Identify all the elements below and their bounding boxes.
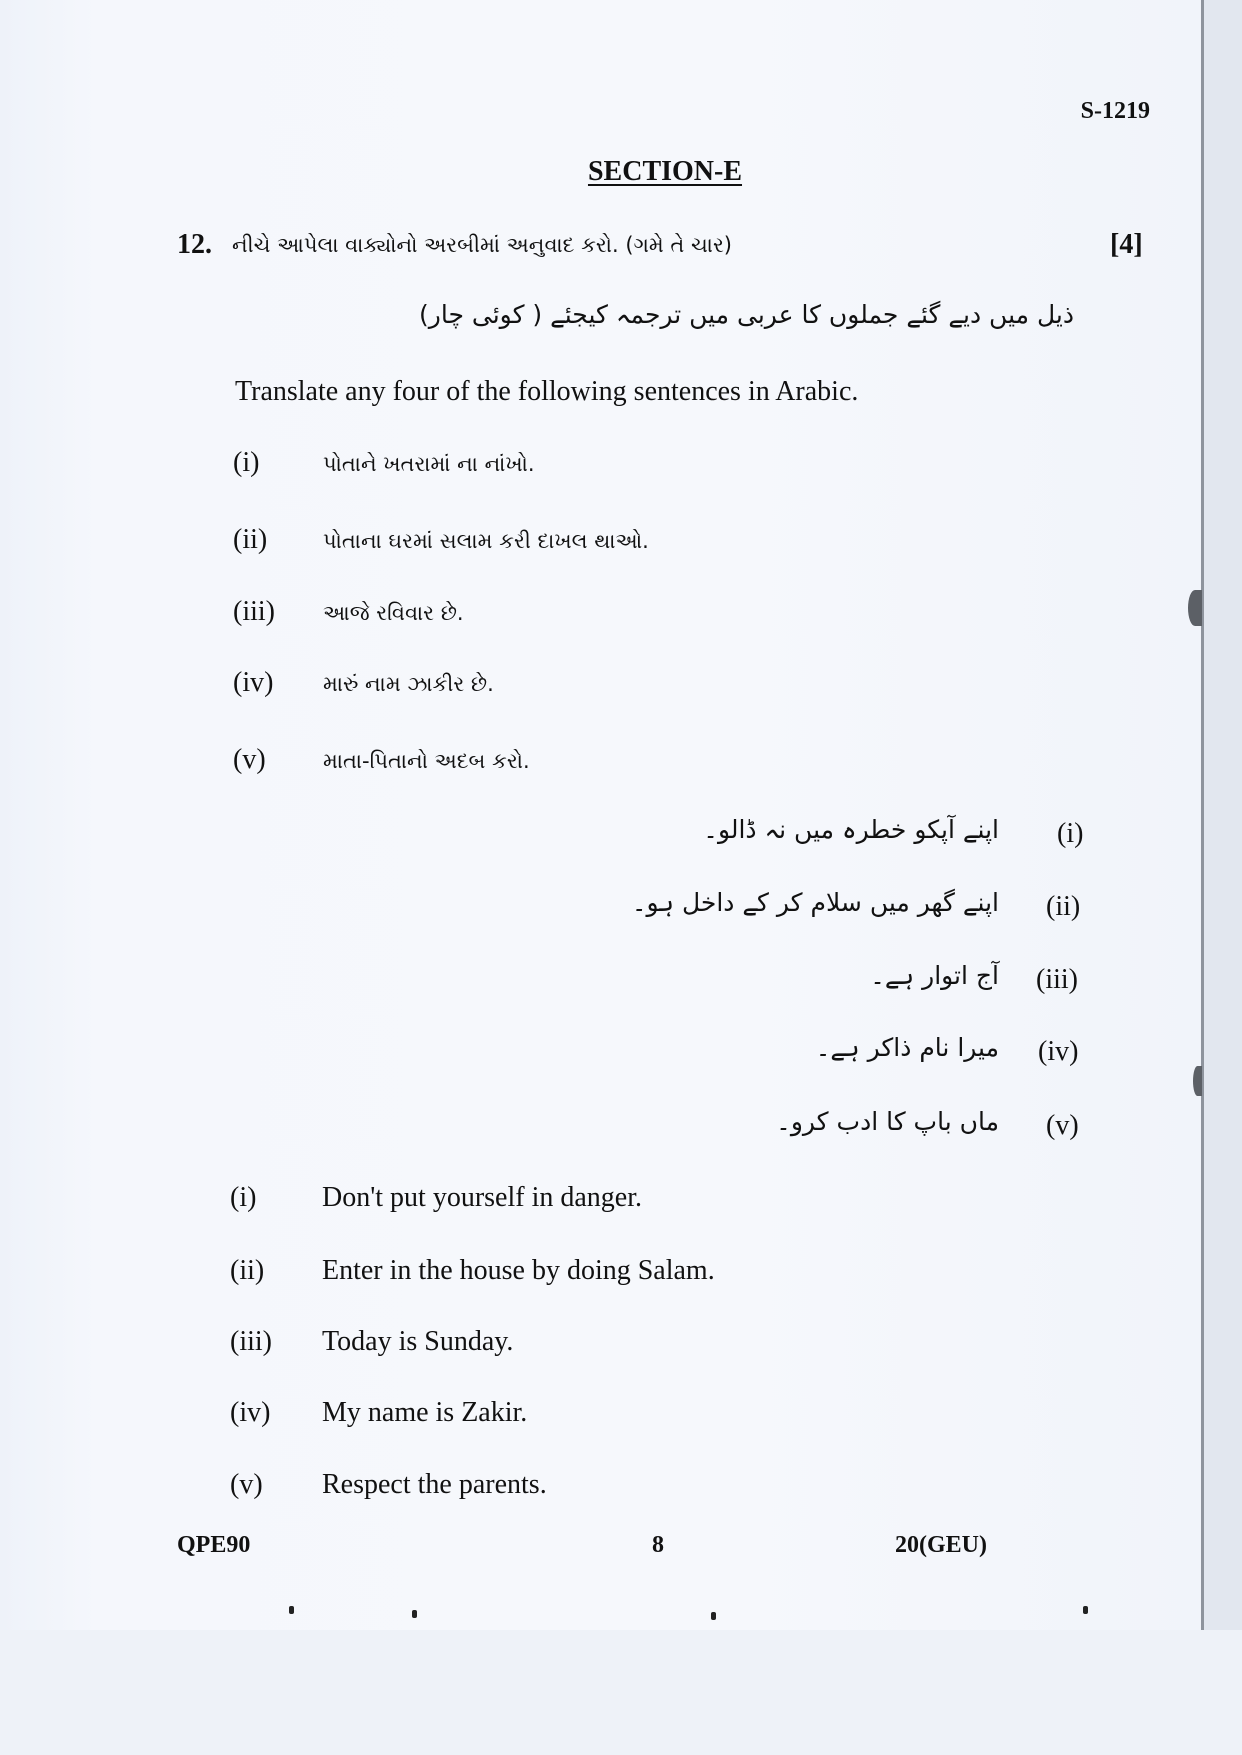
gujarati-item-numeral: (iv) xyxy=(233,667,274,698)
urdu-item-text: ماں باپ کا ادب کرو۔ xyxy=(776,1107,999,1136)
section-title: SECTION-E xyxy=(587,156,743,187)
english-item-numeral: (iii) xyxy=(230,1326,272,1357)
gujarati-item-text: મારું નામ ઝાકીર છે. xyxy=(323,672,494,696)
gujarati-item-text: પોતાના ઘરમાં સલામ કરી દાખલ થાઓ. xyxy=(323,529,649,553)
gujarati-item-numeral: (ii) xyxy=(233,524,268,555)
urdu-item-numeral: (iv) xyxy=(1038,1036,1079,1067)
scan-speck xyxy=(289,1606,294,1614)
punch-hole-mark xyxy=(1188,590,1202,626)
page-number: 8 xyxy=(652,1532,664,1558)
gujarati-item-text: માતા-પિતાનો અદબ કરો. xyxy=(323,749,530,773)
urdu-item-text: میرا نام ذاکر ہے۔ xyxy=(815,1033,999,1062)
gujarati-item-numeral: (i) xyxy=(233,447,260,478)
instruction-english: Translate any four of the following sentences in Arabic. xyxy=(235,376,859,407)
english-item-numeral: (v) xyxy=(230,1469,263,1500)
english-item-text: Respect the parents. xyxy=(322,1469,547,1500)
english-item-numeral: (ii) xyxy=(230,1255,265,1286)
footer-code: QPE90 xyxy=(177,1532,251,1558)
paper-code: S-1219 xyxy=(1080,98,1150,124)
question-number: 12. xyxy=(177,229,212,260)
urdu-item-text: اپنے آپکو خطرہ میں نہ ڈالو۔ xyxy=(703,815,999,844)
instruction-urdu: ذیل میں دیے گئے جملوں کا عربی میں ترجمہ کیجئے ( کوئی چار) xyxy=(419,300,1074,329)
scan-speck xyxy=(412,1610,417,1618)
urdu-item-text: آج اتوار ہے۔ xyxy=(870,961,999,990)
english-item-text: Don't put yourself in danger. xyxy=(322,1182,642,1213)
urdu-item-text: اپنے گھر میں سلام کر کے داخل ہو۔ xyxy=(631,888,999,917)
footer-series: 20(GEU) xyxy=(895,1532,987,1558)
paper-edge xyxy=(1201,0,1204,1630)
scan-speck xyxy=(711,1612,716,1620)
english-item-numeral: (iv) xyxy=(230,1397,271,1428)
urdu-item-numeral: (ii) xyxy=(1046,891,1081,922)
gujarati-item-text: આજે રવિવાર છે. xyxy=(323,601,464,625)
english-item-text: Enter in the house by doing Salam. xyxy=(322,1255,715,1286)
urdu-item-numeral: (i) xyxy=(1057,818,1084,849)
gujarati-item-text: પોતાને ખતરામાં ના નાંખો. xyxy=(323,452,535,476)
question-marks: [4] xyxy=(1110,229,1143,260)
english-item-numeral: (i) xyxy=(230,1182,257,1213)
scan-margin xyxy=(1204,0,1242,1755)
gujarati-item-numeral: (v) xyxy=(233,744,266,775)
urdu-item-numeral: (iii) xyxy=(1036,964,1078,995)
instruction-gujarati: નીચે આપેલા વાક્યોનો અરબીમાં અનુવાદ કરો. (ગમે તે ચાર) xyxy=(232,233,732,257)
urdu-item-numeral: (v) xyxy=(1046,1110,1079,1141)
english-item-text: My name is Zakir. xyxy=(322,1397,528,1428)
gujarati-item-numeral: (iii) xyxy=(233,596,275,627)
scan-speck xyxy=(1083,1606,1088,1614)
scan-bottom-margin xyxy=(0,1630,1242,1755)
punch-hole-mark xyxy=(1193,1066,1202,1096)
english-item-text: Today is Sunday. xyxy=(322,1326,514,1357)
